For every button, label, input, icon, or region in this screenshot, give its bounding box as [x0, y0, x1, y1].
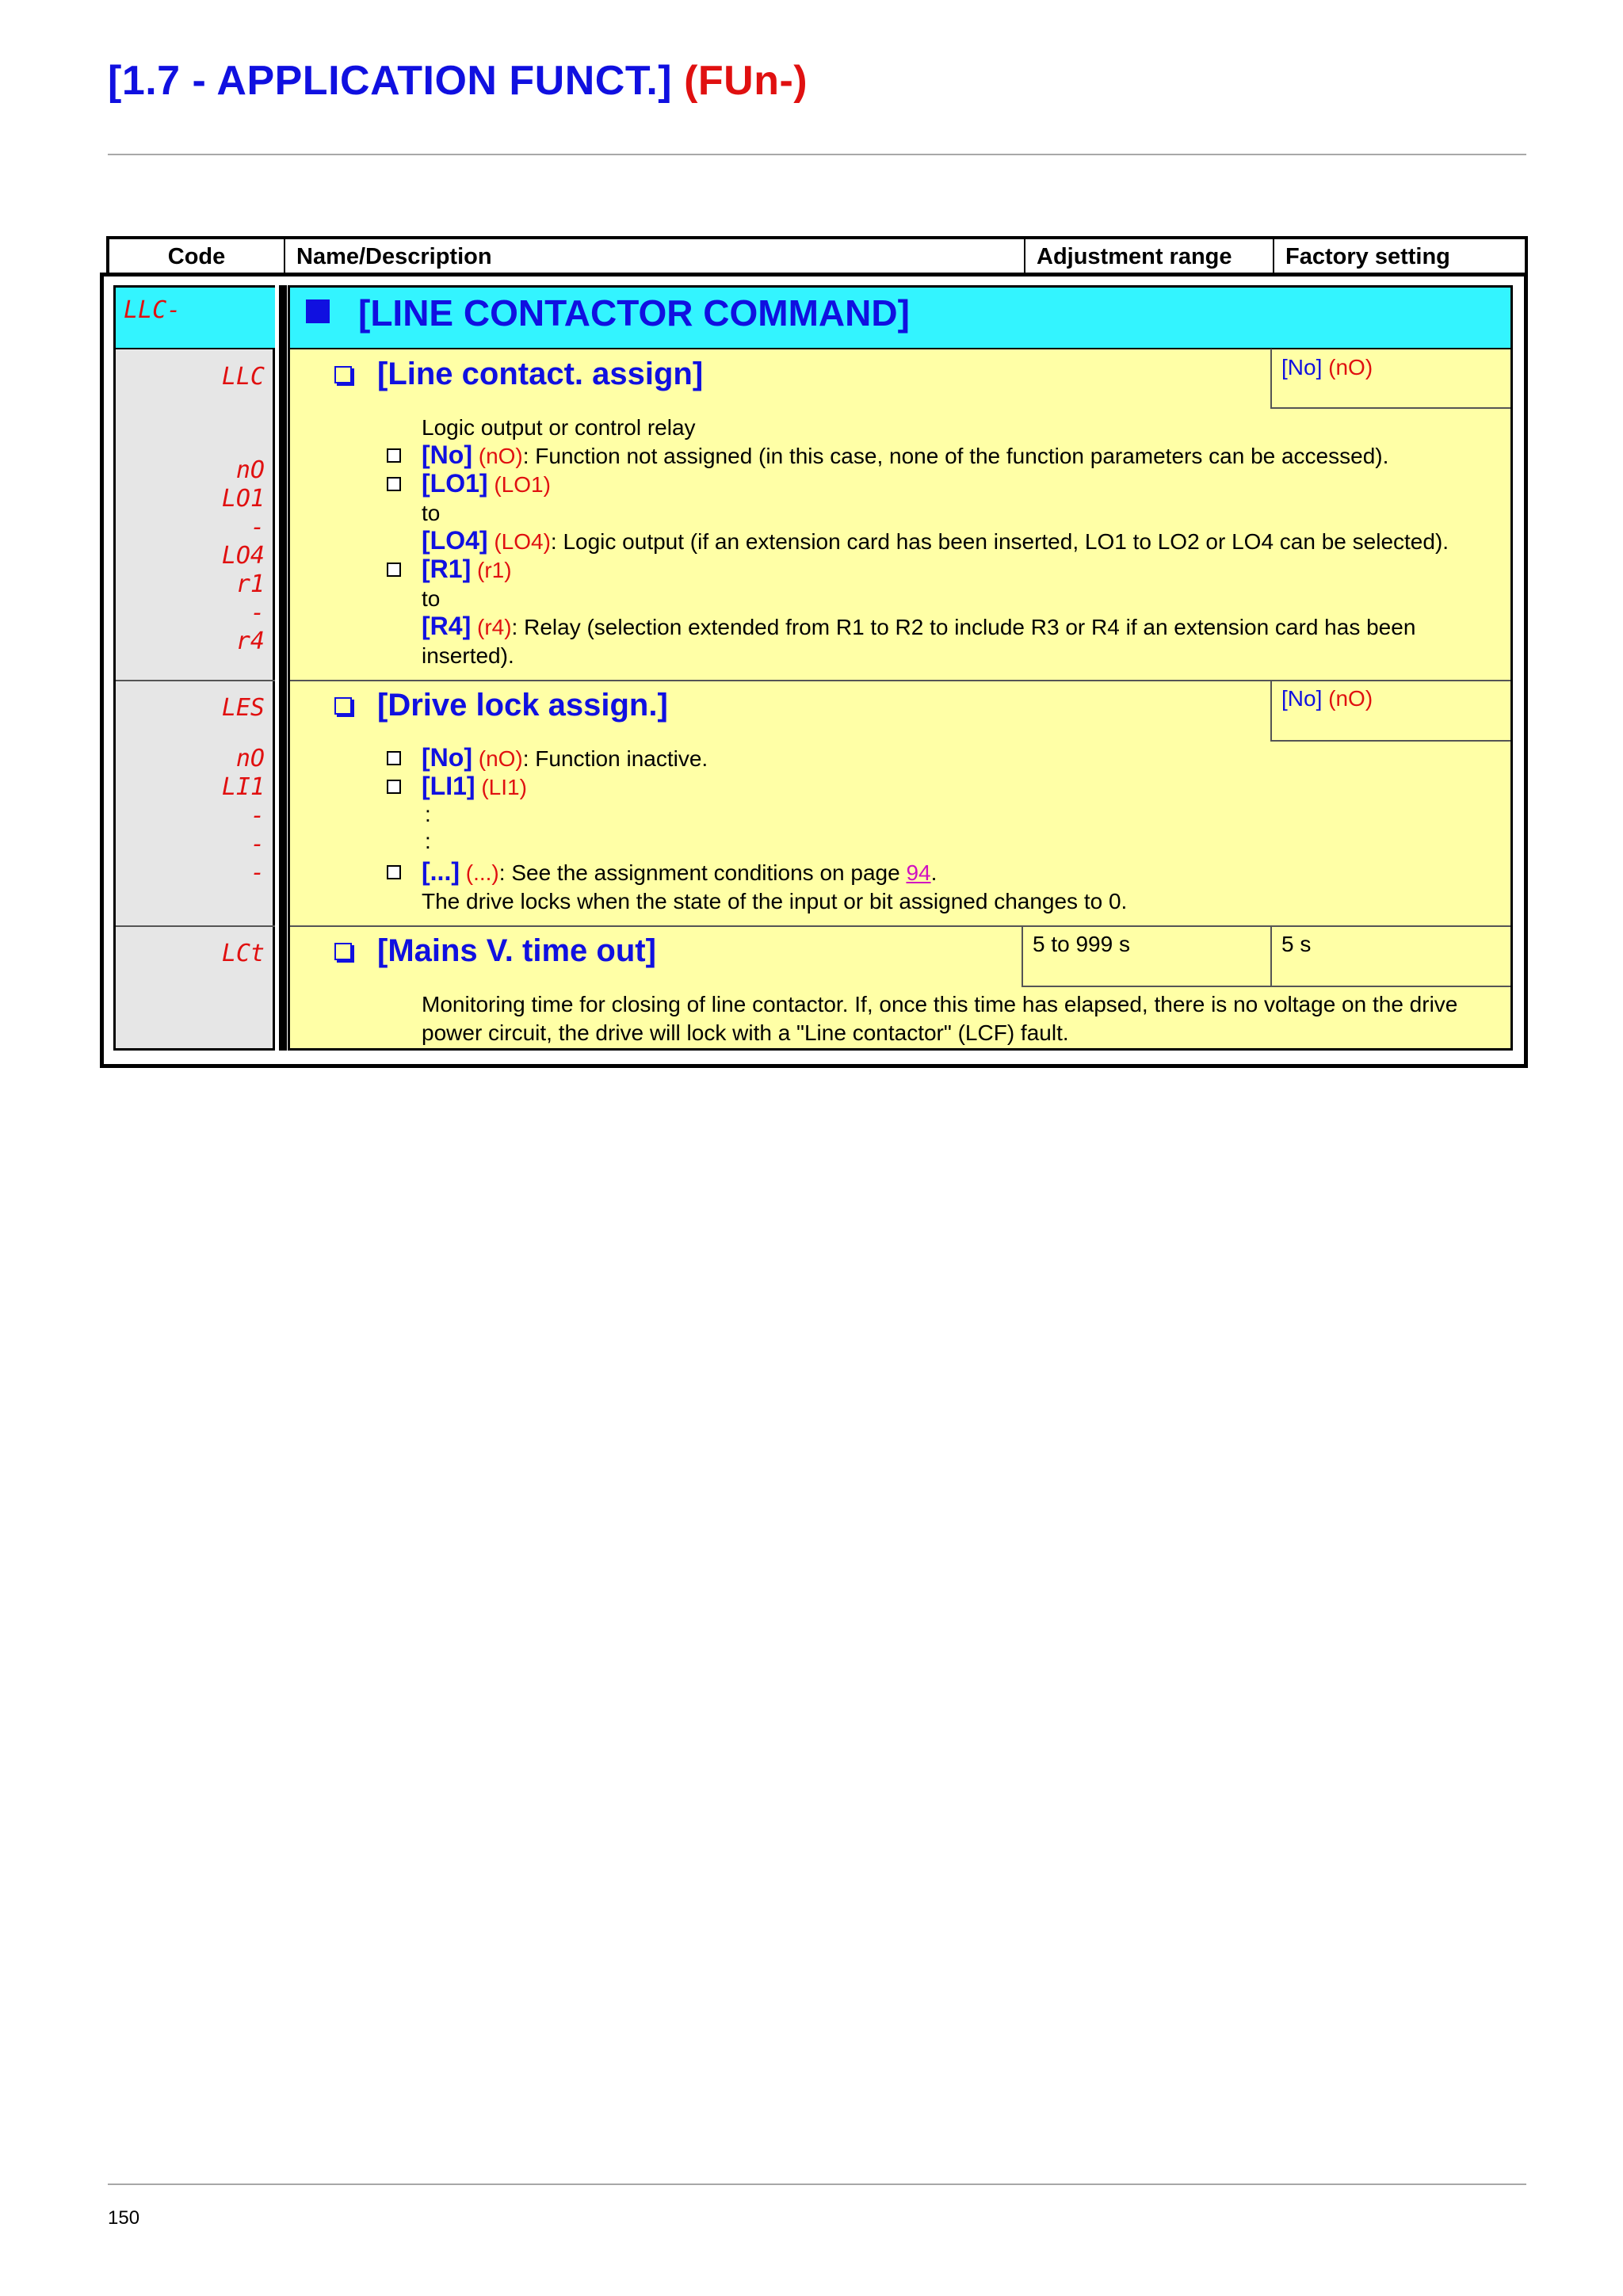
code-column [113, 285, 275, 1051]
checkbox-icon [334, 366, 352, 383]
list-item: [LI1] (LI1) [422, 772, 527, 800]
param-title-llc: [Line contact. assign] [377, 357, 704, 391]
page-number: 150 [108, 2207, 140, 2229]
description-lct-2: power circuit, the drive will lock with a "Line contactor" (LCF) fault. [422, 1020, 1069, 1045]
header-range: Adjustment range [1024, 239, 1273, 274]
menu-title: [LINE CONTACTOR COMMAND] [358, 292, 910, 334]
option-box-icon [387, 563, 401, 581]
top-divider [108, 154, 1526, 155]
option-box-icon [387, 780, 401, 798]
menu-code: LLC- [124, 296, 181, 324]
list-item: [LO4] (LO4): Logic output (if an extension card has been inserted, LO1 to LO2 or LO4 can be selected). [422, 526, 1449, 555]
page-title [108, 57, 808, 105]
note-les: The drive locks when the state of the input or bit assigned changes to 0. [422, 889, 1128, 913]
table-header [106, 236, 1528, 277]
header-factory: Factory setting [1273, 239, 1525, 274]
page-link[interactable]: 94 [906, 860, 931, 885]
list-item: [R1] (r1) [422, 555, 512, 583]
option-box-icon [387, 751, 401, 769]
factory-llc: [No] (nO) [1281, 355, 1373, 379]
range-lct: 5 to 999 s [1033, 932, 1130, 956]
checkbox-icon [334, 697, 352, 715]
param-title-les: [Drive lock assign.] [377, 688, 668, 723]
menu-square-icon [306, 299, 330, 327]
header-code: Code [167, 243, 226, 269]
option-box-icon [387, 865, 401, 883]
page-title-main: [1.7 - APPLICATION FUNCT.] [108, 58, 673, 104]
list-item: [LO1] (LO1) [422, 469, 551, 498]
checkbox-icon [334, 943, 352, 960]
column-separator [279, 285, 287, 1051]
description-llc: Logic output or control relay [422, 415, 696, 440]
description-lct: Monitoring time for closing of line contactor. If, once this time has elapsed, there is no voltage on the drive [422, 992, 1458, 1016]
page-title-code: (FUn-) [684, 58, 808, 104]
param-code-les: LES [221, 694, 265, 722]
bottom-divider [108, 2183, 1526, 2185]
param-code-llc: LLC [221, 363, 265, 391]
list-item: [...] (...): See the assignment conditions on page 94. [422, 857, 938, 886]
param-title-lct: [Mains V. time out] [377, 933, 656, 968]
factory-lct: 5 s [1281, 932, 1312, 956]
list-item: [No] (nO): Function not assigned (in this case, none of the function parameters can be accessed). [422, 441, 1389, 469]
header-name: Name/Description [284, 239, 1024, 274]
option-box-icon [387, 477, 401, 495]
option-box-icon [387, 448, 401, 467]
list-item: [No] (nO): Function inactive. [422, 743, 708, 772]
list-item: [R4] (r4): Relay (selection extended from R1 to R2 to include R3 or R4 if an extension card has been [422, 612, 1416, 640]
factory-les: [No] (nO) [1281, 686, 1373, 711]
param-code-lct: LCt [221, 940, 265, 967]
